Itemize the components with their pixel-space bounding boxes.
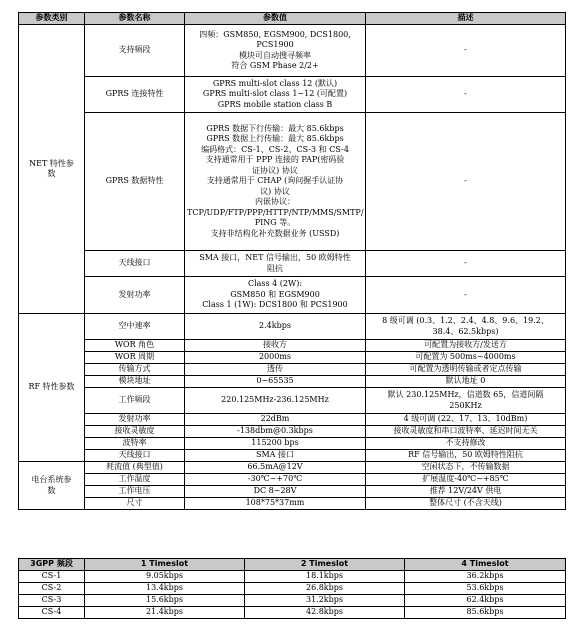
table-row [19, 571, 566, 583]
param-name: GPRS 连接特性 [85, 77, 185, 113]
table-row [19, 113, 566, 251]
rate-cell: 21.4kbps [85, 607, 245, 619]
param-name: 工作电压 [85, 486, 185, 498]
param-value: SMA 接口，NET 信号输出，50 欧姆特性 阻抗 [185, 251, 366, 277]
rate-cell: 18.1kbps [245, 571, 405, 583]
param-desc: - [366, 251, 566, 277]
param-desc: 默认地址 0 [366, 376, 566, 388]
header-timeslot-4: 4 Timeslot [405, 559, 566, 571]
param-desc: 空闲状态下，不传输数据 [366, 462, 566, 474]
param-desc: 扩展温度-40℃~+85℃ [366, 474, 566, 486]
gprs-header-row [19, 559, 566, 571]
param-desc: 可配置为接收方/发送方 [366, 340, 566, 352]
spec-table [18, 12, 566, 510]
param-desc: - [366, 77, 566, 113]
table-row [19, 450, 566, 462]
param-name: WOR 角色 [85, 340, 185, 352]
table-row [19, 340, 566, 352]
param-value: 2000ms [185, 352, 366, 364]
table-row [19, 474, 566, 486]
param-name: 尺寸 [85, 498, 185, 510]
param-value: 接收方 [185, 340, 366, 352]
param-value: GPRS 数据下行传输：最大 85.6kbps GPRS 数据上行传输：最大 85.6kbps 编码格式：CS-1、CS-2、CS-3 和 CS-4 支持通常用于 PPP 连接的 PAP(密码验 证协议) 协议 支持通常用于 CHAP (询问握手认证协 议) 协议 内嵌协议： TCP/UDP/FTP/PPP/HTTP/NTP/MMS/SMTP/ PING 等。 支持非结构化补充数据业务 (USSD) [185, 113, 366, 251]
table-row [19, 376, 566, 388]
header-param-name: 参数名称 [85, 13, 185, 25]
table-row [19, 364, 566, 376]
param-name: 空中速率 [85, 314, 185, 340]
param-value: 0~65535 [185, 376, 366, 388]
param-desc: 4 级可调 (22、17、13、10dBm) [366, 414, 566, 426]
param-name: 天线接口 [85, 450, 185, 462]
param-desc: RF 信号输出，50 欧姆特性阻抗 [366, 450, 566, 462]
cs-code: CS-2 [19, 583, 85, 595]
param-desc: 推荐 12V/24V 供电 [366, 486, 566, 498]
param-name: WOR 周期 [85, 352, 185, 364]
param-value: 108*75*37mm [185, 498, 366, 510]
param-name: GPRS 数据特性 [85, 113, 185, 251]
table-row [19, 498, 566, 510]
header-description: 描述 [366, 13, 566, 25]
param-desc: 8 级可调 (0.3、1.2、2.4、4.8、9.6、19.2、 38.4、62.5kbps) [366, 314, 566, 340]
param-name: 发射功率 [85, 277, 185, 314]
header-param-value: 参数值 [185, 13, 366, 25]
table-row [19, 277, 566, 314]
header-category: 参数类别 [19, 13, 85, 25]
param-value: GPRS multi-slot class 12 (默认) GPRS multi-slot class 1~12 (可配置) GPRS mobile station class B [185, 77, 366, 113]
param-desc: - [366, 25, 566, 77]
param-value: DC 8~28V [185, 486, 366, 498]
param-name: 支持频段 [85, 25, 185, 77]
param-value: -30℃~+70℃ [185, 474, 366, 486]
table-row [19, 25, 566, 77]
table-row [19, 595, 566, 607]
table-row [19, 438, 566, 450]
table-row [19, 251, 566, 277]
param-desc: - [366, 113, 566, 251]
rate-cell: 15.6kbps [85, 595, 245, 607]
cs-code: CS-3 [19, 595, 85, 607]
header-timeslot-1: 1 Timeslot [85, 559, 245, 571]
table-row [19, 388, 566, 414]
table-row [19, 77, 566, 113]
param-name: 耗流值 (典型值) [85, 462, 185, 474]
param-name: 模块地址 [85, 376, 185, 388]
param-name: 接收灵敏度 [85, 426, 185, 438]
param-name: 工作温度 [85, 474, 185, 486]
rate-cell: 53.6kbps [405, 583, 566, 595]
table-row [19, 314, 566, 340]
param-value: -138dbm@0.3kbps [185, 426, 366, 438]
table-row [19, 462, 566, 474]
header-band: 3GPP 频段 [19, 559, 85, 571]
cs-code: CS-4 [19, 607, 85, 619]
param-value: 66.5mA@12V [185, 462, 366, 474]
category-rf: RF 特性参数 [19, 314, 85, 462]
table-row [19, 414, 566, 426]
param-name: 传输方式 [85, 364, 185, 376]
param-value: 22dBm [185, 414, 366, 426]
param-value: SMA 接口 [185, 450, 366, 462]
category-system: 电台系统参 数 [19, 462, 85, 510]
param-desc: 可配置为透明传输或者定点传输 [366, 364, 566, 376]
param-value: Class 4 (2W): GSM850 和 EGSM900 Class 1 (1W): DCS1800 和 PCS1900 [185, 277, 366, 314]
spec-header-row [19, 13, 566, 25]
param-value: 220.125MHz-236.125MHz [185, 388, 366, 414]
table-row [19, 486, 566, 498]
table-row [19, 583, 566, 595]
param-desc: 不支持修改 [366, 438, 566, 450]
rate-cell: 62.4kbps [405, 595, 566, 607]
table-row [19, 352, 566, 364]
rate-cell: 13.4kbps [85, 583, 245, 595]
param-name: 工作频段 [85, 388, 185, 414]
cs-code: CS-1 [19, 571, 85, 583]
param-desc: 接收灵敏度和串口波特率、延迟时间无关 [366, 426, 566, 438]
param-value: 四频：GSM850, EGSM900, DCS1800, PCS1900 模块可自动搜寻频率 符合 GSM Phase 2/2+ [185, 25, 366, 77]
param-desc: 整体尺寸 (不含天线) [366, 498, 566, 510]
gprs-rate-table [18, 558, 566, 619]
rate-cell: 36.2kbps [405, 571, 566, 583]
table-row [19, 607, 566, 619]
rate-cell: 31.2kbps [245, 595, 405, 607]
rate-cell: 42.8kbps [245, 607, 405, 619]
rate-cell: 26.8kbps [245, 583, 405, 595]
param-name: 波特率 [85, 438, 185, 450]
param-desc: 可配置为 500ms~4000ms [366, 352, 566, 364]
category-net: NET 特性参 数 [19, 25, 85, 314]
param-value: 115200 bps [185, 438, 366, 450]
param-name: 发射功率 [85, 414, 185, 426]
rate-cell: 85.6kbps [405, 607, 566, 619]
param-value: 透传 [185, 364, 366, 376]
param-desc: 默认 230.125MHz，信道数 65，信道间隔 250KHz [366, 388, 566, 414]
param-name: 天线接口 [85, 251, 185, 277]
rate-cell: 9.05kbps [85, 571, 245, 583]
param-desc: - [366, 277, 566, 314]
header-timeslot-2: 2 Timeslot [245, 559, 405, 571]
table-row [19, 426, 566, 438]
param-value: 2.4kbps [185, 314, 366, 340]
